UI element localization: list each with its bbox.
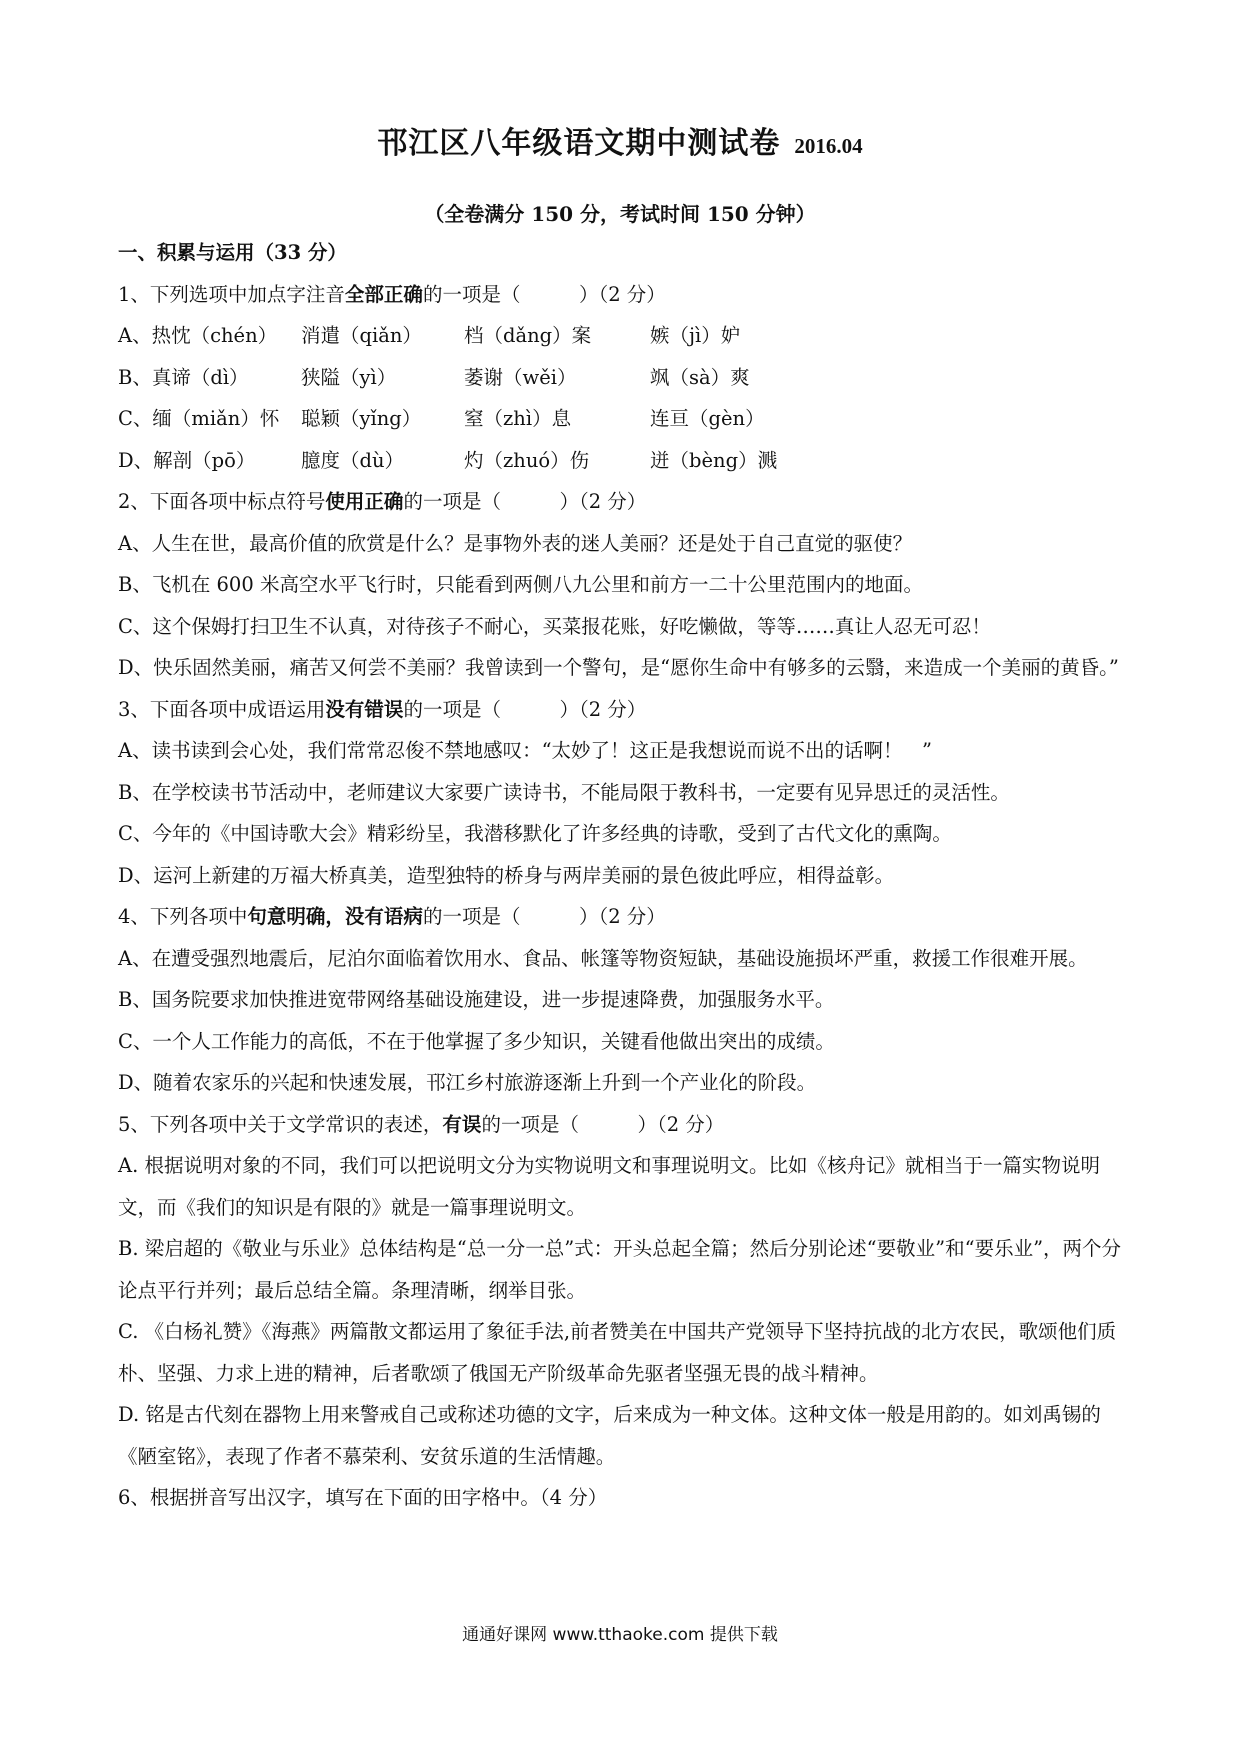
question-4-option-c: C、一个人工作能力的高低，不在于他掌握了多少知识，关键看他做出突出的成绩。: [118, 1029, 835, 1053]
question-1-option-c: [118, 398, 1128, 440]
title-row: [0, 118, 1240, 162]
question-5-post: 的一项是（ ）（2 分）: [481, 1112, 725, 1136]
question-3-option-d: D、运河上新建的万福大桥真美，造型独特的桥身与两岸美丽的景色彼此呼应，相得益彰。: [118, 863, 895, 887]
question-2-option-d: D、快乐固然美丽，痛苦又何尝不美丽？我曾读到一个警句，是“愿你生命中有够多的云翳，来造成一个美丽的黄昏。”: [118, 656, 1119, 679]
question-1: [118, 274, 1128, 316]
question-3-post: 的一项是（ ）（2 分）: [403, 697, 647, 721]
question-2-option-a: A、人生在世，最高价值的欣赏是什么？是事物外表的迷人美丽？还是处于自己直觉的驱使？: [118, 531, 913, 555]
question-4: [118, 896, 1128, 938]
question-2-emphasis: 使用正确: [325, 490, 404, 513]
exam-content: [118, 232, 1128, 1519]
option-cell: 臆度（dù）: [301, 448, 405, 472]
exam-date: 2016.04: [794, 134, 863, 158]
question-5-option-d: D. 铭是古代刻在器物上用来警戒自己或称述功德的文字，后来成为一种文体。这种文体一般是用韵的。如刘禹锡的《陋室铭》，表现了作者不慕荣利、安贫乐道的生活情趣。: [118, 1403, 1101, 1468]
question-3-option-b: B、在学校读书节活动中，老师建议大家要广读诗书，不能局限于教科书，一定要有见异思迁的灵活性。: [118, 780, 1010, 804]
option-cell: 迸（bèng）溅: [650, 448, 778, 472]
question-3-pre: 3、下面各项中成语运用: [118, 697, 326, 721]
option-cell: 聪颖（yǐng）: [301, 407, 422, 430]
question-2-option-c: C、这个保姆打扫卫生不认真，对待孩子不耐心，买菜报花账，好吃懒做，等等……真让人忍无可忍！: [118, 614, 991, 638]
question-2-post: 的一项是（ ）（2 分）: [403, 490, 647, 513]
question-2: [118, 481, 1128, 523]
question-1-option-d: [118, 440, 1128, 482]
option-cell: A、热忱（chén）: [118, 324, 278, 347]
option-cell: C、缅（miǎn）怀: [118, 407, 280, 430]
option-cell: 飒（sà）爽: [650, 365, 750, 389]
question-3-option-a: A、读书读到会心处，我们常常忍俊不禁地感叹：“太妙了！这正是我想说而说不出的话啊！ ”: [118, 739, 933, 762]
option-cell: 嫉（jì）妒: [650, 324, 741, 347]
question-1-option-b: [118, 357, 1128, 399]
option-cell: 窒（zhì）息: [464, 407, 572, 430]
question-5-emphasis: 有误: [442, 1112, 482, 1136]
section-heading: 一、积累与运用（33 分）: [118, 241, 347, 264]
question-4-post: 的一项是（ ）（2 分）: [422, 905, 666, 928]
question-3-emphasis: 没有错误: [325, 697, 404, 721]
option-cell: 档（dǎng）案: [464, 324, 592, 347]
option-cell: B、真谛（dì）: [118, 365, 249, 389]
question-5-option-a: A. 根据说明对象的不同，我们可以把说明文分为实物说明文和事理说明文。比如《核舟记》就相当于一篇实物说明文，而《我们的知识是有限的》就是一篇事理说明文。: [118, 1154, 1100, 1219]
question-5: [118, 1104, 1128, 1146]
question-5-option-c: C. 《白杨礼赞》《海燕》两篇散文都运用了象征手法,前者赞美在中国共产党领导下坚持抗战的北方农民，歌颂他们质朴、坚强、力求上进的精神，后者歌颂了俄国无产阶级革命先驱者坚强无畏的战斗精神。: [118, 1320, 1117, 1385]
option-cell: 灼（zhuó）伤: [464, 448, 590, 472]
question-4-option-b: B、国务院要求加快推进宽带网络基础设施建设，进一步提速降费，加强服务水平。: [118, 988, 835, 1011]
footer-download-note: 通通好课网 www.tthaoke.com 提供下载: [462, 1625, 778, 1645]
question-4-option-d: D、随着农家乐的兴起和快速发展，邗江乡村旅游逐渐上升到一个产业化的阶段。: [118, 1071, 817, 1094]
question-2-pre: 2、下面各项中标点符号: [118, 490, 326, 513]
page-title: 邗江区八年级语文期中测试卷: [377, 126, 781, 161]
option-cell: D、解剖（pō）: [118, 448, 256, 472]
question-1-option-a: [118, 315, 1128, 357]
question-5-option-b: B. 梁启超的《敬业与乐业》总体结构是“总一分一总”式：开头总起全篇；然后分别论述“要敬业”和“要乐业”，两个分论点平行并列；最后总结全篇。条理清晰，纲举目张。: [118, 1237, 1122, 1302]
question-1-emphasis: 全部正确: [344, 282, 423, 306]
question-4-pre: 4、下列各项中: [118, 905, 248, 928]
question-3-option-c: C、今年的《中国诗歌大会》精彩纷呈，我潜移默化了许多经典的诗歌，受到了古代文化的熏陶。: [118, 822, 952, 845]
question-1-post: 的一项是（ ）（2 分）: [422, 282, 666, 306]
question-2-option-b: B、飞机在 600 米高空水平飞行时，只能看到两侧八九公里和前方一二十公里范围内的地面。: [118, 573, 923, 596]
option-cell: 消遣（qiǎn）: [301, 324, 422, 347]
question-1-pre: 1、下列选项中加点字注音: [118, 282, 345, 306]
option-cell: 连亘（gèn）: [650, 407, 765, 430]
question-6: 6、根据拼音写出汉字，填写在下面的田字格中。（4 分）: [118, 1486, 608, 1509]
question-4-option-a: A、在遭受强烈地震后，尼泊尔面临着饮用水、食品、帐篷等物资短缺，基础设施损坏严重，救援工作很难开展。: [118, 946, 1088, 970]
option-cell: 萎谢（wěi）: [464, 365, 577, 389]
question-3: [118, 689, 1128, 731]
option-cell: 狭隘（yì）: [301, 365, 397, 389]
question-4-emphasis: 句意明确，没有语病: [247, 905, 423, 928]
question-5-pre: 5、下列各项中关于文学常识的表述，: [118, 1112, 443, 1136]
exam-subtitle: （全卷满分 150 分，考试时间 150 分钟）: [424, 202, 816, 226]
